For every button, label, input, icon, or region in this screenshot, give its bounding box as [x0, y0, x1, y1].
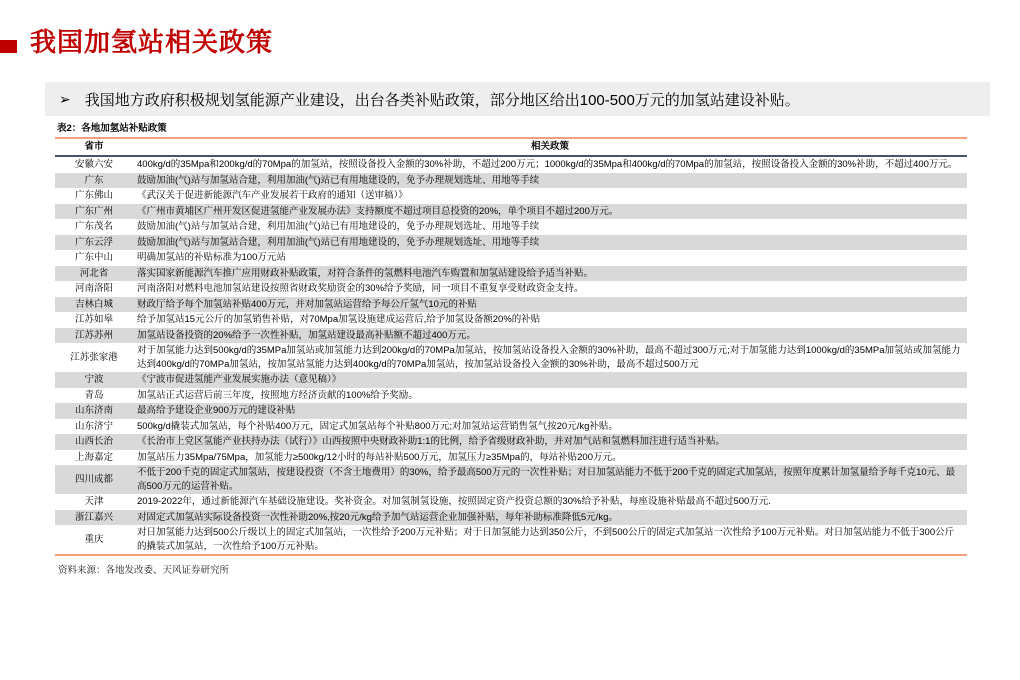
table-row [55, 403, 967, 419]
policy-cell: 《武汉关于促进新能源汽车产业发展若干政府的通知（送审稿）》 [137, 190, 408, 201]
table-row [55, 372, 967, 388]
policy-cell: 对于加氢能力达到500kg/d的35MPa加氢站或加氢能力达到200kg/d的70MPa加氢站，按加氢站设备投入金额的30%补助，最高不超过300万元;对于加氢能力达到1000kg/d的35MPa加氢站或加氢能力达到400kg/d的70MPa加氢站，按加氢站氢能力达到400kg/d的70MPa加氢站，按加氢站设备投入金额的30%补助，最高不超过500万元 [137, 345, 961, 370]
table-row [55, 328, 967, 344]
province-cell: 吉林白城 [74, 298, 113, 310]
policy-cell: 最高给予建设企业900万元的建设补贴 [137, 405, 296, 416]
province-cell: 江苏如皋 [74, 314, 113, 325]
table-row [55, 388, 967, 404]
column-header-policy: 相关政策 [133, 138, 967, 156]
policy-cell: 鼓励加油(气)站与加氢站合建，利用加油(气)站已有用地建设的，免予办理规划选址、用地等手续 [137, 221, 540, 232]
policy-cell: 明确加氢站的补贴标准为100万元站 [137, 252, 286, 263]
province-cell: 江苏苏州 [74, 329, 113, 341]
table-row [55, 188, 967, 204]
arrow-bullet-icon: ➢ [59, 90, 71, 107]
province-cell: 宁波 [84, 374, 104, 385]
table-header-row [55, 138, 967, 156]
table-row [55, 173, 967, 189]
policy-table-body [55, 156, 967, 555]
table-row [55, 434, 967, 450]
table-row [55, 250, 967, 266]
table-caption: 表2：各地加氢站补贴政策 [57, 123, 167, 134]
policy-cell: 河南洛阳对燃料电池加氢站建设按照省财政奖励资金的30%给予奖励，同一项目不重复享受财政资金支持。 [137, 283, 584, 294]
key-point-strip [45, 82, 990, 116]
policy-cell: 加氢站正式运营后前三年度，按照地方经济贡献的100%给予奖励。 [137, 389, 418, 401]
policy-cell: 加氢站压力35Mpa/75Mpa，加氢能力≥500kg/12小时的每站补贴500万元，加氢压力≥35Mpa的，每站补贴200万元。 [137, 451, 622, 463]
title-accent-dash [0, 40, 17, 53]
column-header-province: 省市 [55, 138, 133, 156]
policy-cell: 《广州市黄埔区广州开发区促进氢能产业发展办法》支持额度不超过项目总投资的20%，单个项目不超过200万元。 [137, 205, 619, 217]
policy-cell: 不低于200千克的固定式加氢站，按建设投资（不含土地费用）的30%，给予最高500万元的一次性补贴；对日加氢站能力不低于200千克的固定式加氢站，按照年度累计加氢量给予每千克10元、最高500万元的运营补贴。 [137, 467, 956, 492]
table-row [55, 235, 967, 251]
subsidy-policy-table [55, 137, 967, 556]
page-title: 我国加氢站相关政策 [30, 27, 274, 57]
policy-cell: 财政厅给予每个加氢站补贴400万元，并对加氢站运营给予每公斤氢气10元的补贴 [137, 298, 477, 310]
province-cell: 广东中山 [74, 252, 113, 263]
source-note: 资料来源：各地发改委、天风证券研究所 [58, 565, 230, 576]
province-cell: 山东济宁 [74, 420, 113, 432]
province-cell: 四川成都 [74, 473, 113, 485]
province-cell: 山东济南 [74, 405, 113, 416]
table-row [55, 343, 967, 372]
policy-cell: 落实国家新能源汽车推广应用财政补贴政策，对符合条件的氢燃料电池汽车购置和加氢站建设给予适当补贴。 [137, 267, 594, 279]
policy-cell: 400kg/d的35Mpa和200kg/d的70Mpa的加氢站，按照设备投入金额的30%补助，不超过200万元；1000kg/d的35Mpa和400kg/d的70Mpa的加氢站，按照设备投入金额的30%补助，不超过400万元。 [137, 159, 958, 170]
table-row [55, 219, 967, 235]
province-cell: 安徽六安 [74, 159, 113, 170]
table-row [55, 494, 967, 510]
province-cell: 广东云浮 [74, 236, 113, 248]
key-point-text: 我国地方政府积极规划氢能源产业建设，出台各类补贴政策，部分地区给出100-500万元的加氢站建设补贴。 [84, 91, 800, 109]
policy-cell: 《长治市上党区氢能产业扶持办法（试行）》山西按照中央财政补助1:1的比例，给予省级财政补助，并对加气站和氢燃料加注进行适当补贴。 [137, 436, 725, 447]
province-cell: 广东佛山 [74, 190, 113, 201]
policy-cell: 对固定式加氢站实际设备投资一次性补助20%,按20元/kg给予加气站运营企业加强补贴，每年补助标准降低5元/kg。 [137, 511, 618, 523]
table-row [55, 312, 967, 328]
province-cell: 山西长治 [74, 436, 113, 447]
province-cell: 江苏张家港 [70, 351, 118, 363]
policy-cell: 《宁波市促进氢能产业发展实施办法（意见稿）》 [137, 374, 342, 385]
table-row [55, 204, 967, 220]
policy-cell: 鼓励加油(气)站与加氢站合建，利用加油(气)站已有用地建设的，免予办理规划选址、用地等手续 [137, 174, 540, 186]
table-row [55, 266, 967, 282]
policy-cell: 对日加氢能力达到500公斤级以上的固定式加氢站，一次性给予200万元补贴；对于日加氢能力达到350公斤，不到500公斤的固定式加氢站一次性给予100万元补贴。对日加氢站能力不低于300公斤的撬装式加氢站，一次性给予100万元补贴。 [137, 527, 955, 552]
province-cell: 上海嘉定 [74, 451, 113, 463]
table-row [55, 465, 967, 494]
table-row [55, 281, 967, 297]
policy-cell: 500kg/d撬装式加氢站，每个补贴400万元，固定式加氢站每个补贴800万元;对加氢站运营销售氢气按20元/kg补贴。 [137, 420, 618, 432]
province-cell: 广东茂名 [74, 221, 113, 232]
province-cell: 河北省 [79, 267, 109, 279]
province-cell: 重庆 [84, 533, 104, 545]
province-cell: 浙江嘉兴 [74, 511, 113, 523]
policy-cell: 2019-2022年，通过新能源汽车基础设施建设。奖补资金。对加氢制氢设施，按照固定资产投资总额的30%给予补贴，每座设施补贴最高不超过500万元. [137, 496, 771, 507]
table-row [55, 525, 967, 555]
policy-cell: 加氢站设备投资的20%给予一次性补贴，加氢站建设最高补贴额不超过400万元。 [137, 329, 476, 341]
province-cell: 青岛 [84, 389, 104, 401]
table-row [55, 450, 967, 466]
province-cell: 广东广州 [74, 205, 113, 217]
province-cell: 广东 [84, 174, 104, 186]
subsidy-table-section [55, 120, 967, 576]
table-row [55, 419, 967, 435]
table-row [55, 156, 967, 173]
policy-cell: 给予加氢站15元公斤的加氢销售补贴，对70Mpa加氢设施建成运营后,给予加氢设备额20%的补贴 [137, 314, 541, 325]
table-row [55, 297, 967, 313]
province-cell: 天津 [84, 496, 104, 507]
table-row [55, 510, 967, 526]
province-cell: 河南洛阳 [74, 283, 113, 294]
policy-cell: 鼓励加油(气)站与加氢站合建，利用加油(气)站已有用地建设的，免予办理规划选址、用地等手续 [137, 236, 540, 248]
